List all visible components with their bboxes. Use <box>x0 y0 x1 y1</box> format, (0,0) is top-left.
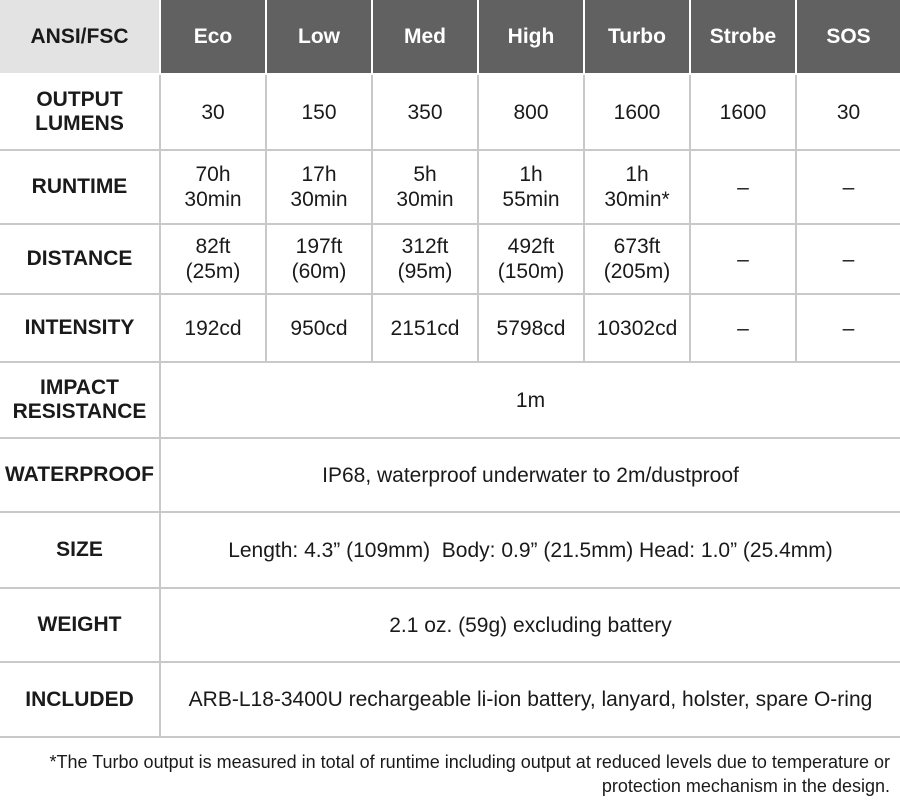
cell-output-med: 350 <box>372 74 478 150</box>
row-label-intensity: INTENSITY <box>0 294 160 362</box>
cell-intensity-high: 5798cd <box>478 294 584 362</box>
row-weight <box>0 588 900 662</box>
row-label-included: INCLUDED <box>0 662 160 737</box>
row-label-weight: WEIGHT <box>0 588 160 662</box>
cell-impact-resistance: 1m <box>160 362 900 438</box>
cell-intensity-low: 950cd <box>266 294 372 362</box>
row-label-waterproof: WATERPROOF <box>0 438 160 512</box>
cell-distance-low: 197ft (60m) <box>266 224 372 294</box>
cell-output-high: 800 <box>478 74 584 150</box>
cell-distance-eco: 82ft (25m) <box>160 224 266 294</box>
cell-runtime-strobe: – <box>690 150 796 224</box>
row-intensity <box>0 294 900 362</box>
cell-runtime-high: 1h 55min <box>478 150 584 224</box>
mode-header-med: Med <box>372 0 478 74</box>
cell-intensity-eco: 192cd <box>160 294 266 362</box>
cell-waterproof: IP68, waterproof underwater to 2m/dustproof <box>160 438 900 512</box>
mode-header-turbo: Turbo <box>584 0 690 74</box>
row-size <box>0 512 900 588</box>
row-included <box>0 662 900 737</box>
cell-intensity-med: 2151cd <box>372 294 478 362</box>
mode-header-high: High <box>478 0 584 74</box>
row-label-size: SIZE <box>0 512 160 588</box>
row-distance <box>0 224 900 294</box>
cell-runtime-med: 5h 30min <box>372 150 478 224</box>
row-runtime <box>0 150 900 224</box>
row-waterproof <box>0 438 900 512</box>
cell-included: ARB-L18-3400U rechargeable li-ion battery, lanyard, holster, spare O-ring <box>160 662 900 737</box>
cell-distance-med: 312ft (95m) <box>372 224 478 294</box>
corner-label: ANSI/FSC <box>0 0 160 74</box>
cell-runtime-sos: – <box>796 150 900 224</box>
cell-size: Length: 4.3” (109mm) Body: 0.9” (21.5mm) Head: 1.0” (25.4mm) <box>160 512 900 588</box>
row-label-runtime: RUNTIME <box>0 150 160 224</box>
mode-header-eco: Eco <box>160 0 266 74</box>
footnote: *The Turbo output is measured in total of runtime including output at reduced levels due to temperature or protection mechanism in the design. <box>49 752 890 796</box>
cell-runtime-low: 17h 30min <box>266 150 372 224</box>
cell-distance-sos: – <box>796 224 900 294</box>
mode-header-low: Low <box>266 0 372 74</box>
cell-intensity-strobe: – <box>690 294 796 362</box>
cell-intensity-sos: – <box>796 294 900 362</box>
cell-output-turbo: 1600 <box>584 74 690 150</box>
mode-header-sos: SOS <box>796 0 900 74</box>
cell-intensity-turbo: 10302cd <box>584 294 690 362</box>
cell-runtime-eco: 70h 30min <box>160 150 266 224</box>
cell-output-low: 150 <box>266 74 372 150</box>
cell-distance-strobe: – <box>690 224 796 294</box>
header-row <box>0 0 900 74</box>
row-label-output-lumens: OUTPUT LUMENS <box>0 74 160 150</box>
cell-output-sos: 30 <box>796 74 900 150</box>
row-impact-resistance <box>0 362 900 438</box>
row-label-impact-resistance: IMPACT RESISTANCE <box>0 362 160 438</box>
row-output-lumens <box>0 74 900 150</box>
cell-output-strobe: 1600 <box>690 74 796 150</box>
cell-weight: 2.1 oz. (59g) excluding battery <box>160 588 900 662</box>
cell-distance-high: 492ft (150m) <box>478 224 584 294</box>
cell-distance-turbo: 673ft (205m) <box>584 224 690 294</box>
row-label-distance: DISTANCE <box>0 224 160 294</box>
cell-output-eco: 30 <box>160 74 266 150</box>
mode-header-strobe: Strobe <box>690 0 796 74</box>
cell-runtime-turbo: 1h 30min* <box>584 150 690 224</box>
